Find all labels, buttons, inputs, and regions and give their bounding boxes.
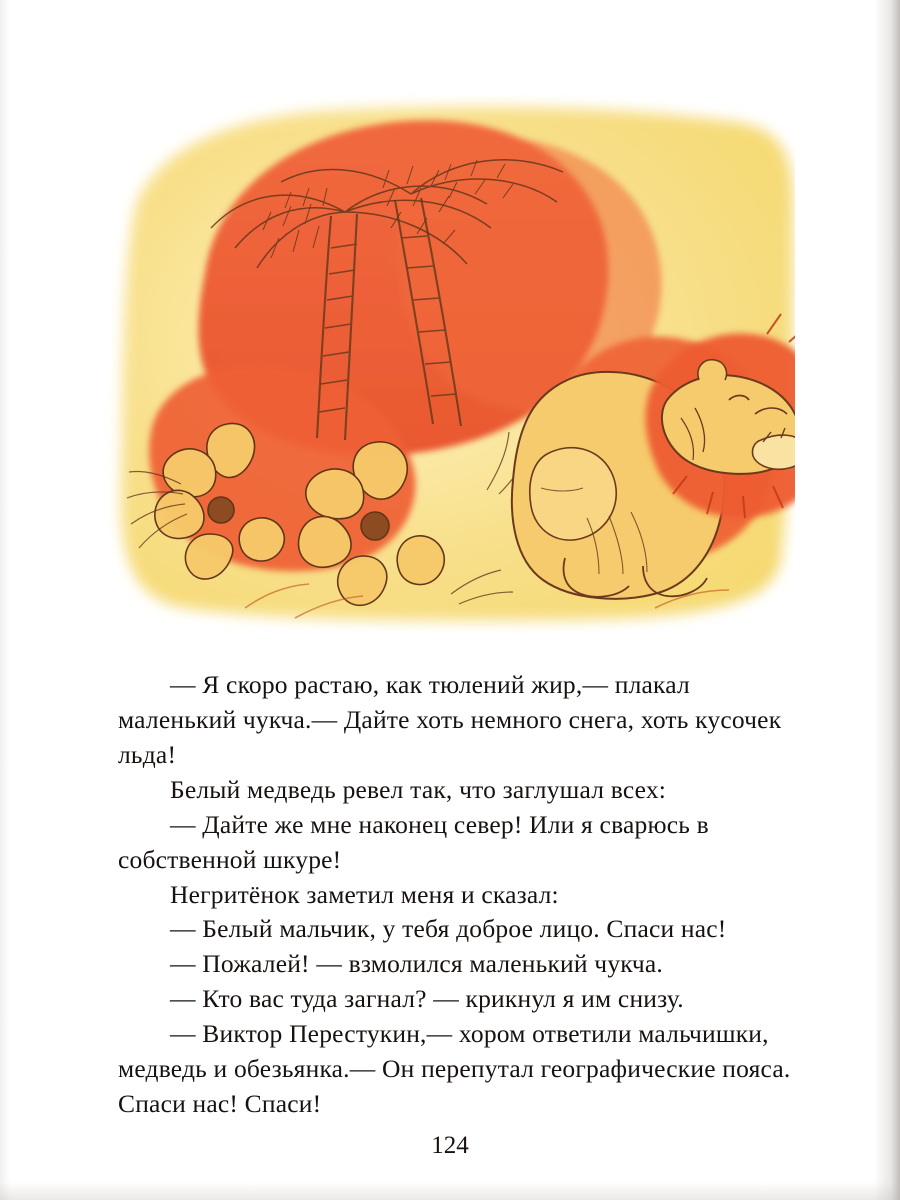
- body-text: [118, 668, 798, 1122]
- jungle-scene-illustration: [95, 88, 795, 633]
- paragraph: — Кто вас туда загнал? — крикнул я им снизу.: [170, 984, 684, 1014]
- paragraph: — Я скоро растаю, как тюлений жир,— плакал маленький чукча.— Дайте хоть немного снега, хоть кусочек льда!: [118, 670, 788, 769]
- paragraph: — Пожалей! — взмолился маленький чукча.: [170, 949, 663, 979]
- paragraph: — Белый мальчик, у тебя доброе лицо. Спаси нас!: [170, 914, 727, 944]
- page-number: 124: [431, 1132, 469, 1159]
- paragraph: Негритёнок заметил меня и сказал:: [170, 879, 559, 909]
- page-edge-shadow-bottom: [0, 1182, 900, 1200]
- paragraph: — Виктор Перестукин,— хором ответили мальчишки, медведь и обезьянка.— Он перепутал географические пояса. Спаси нас! Спаси!: [118, 1019, 798, 1119]
- paragraph: Белый медведь ревел так, что заглушал всех:: [170, 774, 667, 804]
- paragraph: — Дайте же мне наконец север! Или я сварюсь в собственной шкуре!: [118, 809, 716, 874]
- page-edge-shadow-left: [0, 0, 10, 1200]
- page-edge-shadow-right: [874, 0, 900, 1200]
